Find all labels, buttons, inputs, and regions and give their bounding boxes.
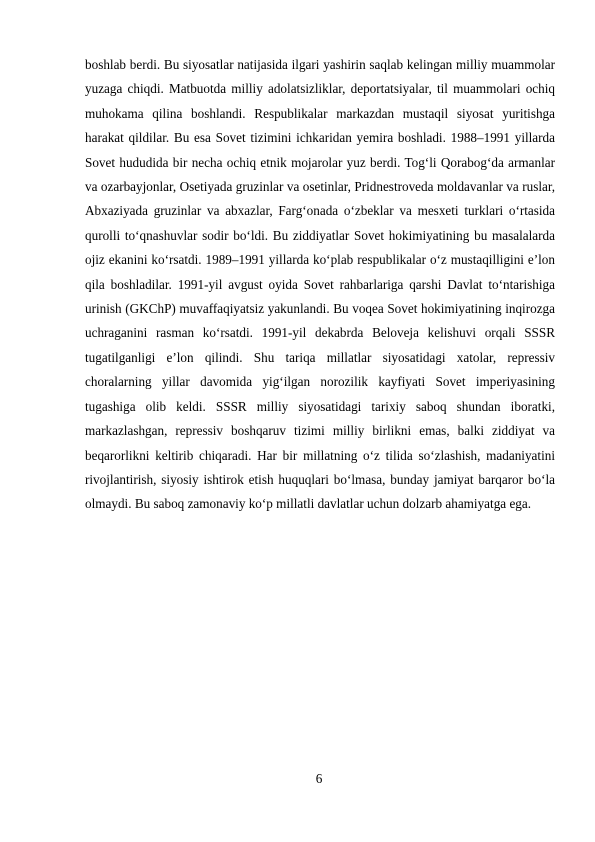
paragraph-2: 1988–1991 yillarda Sovet hududida bir necha ochiq etnik mojarolar yuz berdi. Tog‘li Qorabog‘da armanlar va ozarbayjonlar, Osetiyada gruzinlar va osetinlar, Pridnestroveda moldavanlar va ruslar, Abxaziyada gruzinlar va abxazlar, Farg‘onada o‘zbeklar va mesxeti turklari o‘rtasida qurolli to‘qnashuvlar sodir bo‘ldi. Bu ziddiyatlar Sovet hokimiyatining bu masalalarda ojiz ekanini ko‘rsatdi. 1989–1991 yillarda ko‘plab respublikalar o‘z mustaqilligini e’lon qila boshladilar. 1991-yil avgust oyida Sovet rahbarlariga qarshi Davlat to‘ntarishiga urinish (GKChP) muvaffaqiyatsiz yakunlandi. Bu voqea Sovet hokimiyatining inqirozga uchraganini rasman ko‘rsatdi. 1991-yil dekabrda Beloveja kelishuvi orqali SSSR tugatilganligi e’lon qilindi. Shu tariqa millatlar siyosatidagi xatolar, repressiv choralarning yillar davomida yig‘ilgan norozilik kayfiyati Sovet imperiyasining tugashiga olib keldi. xyxy=(85,130,555,414)
body-text xyxy=(85,53,555,517)
paragraph-3: SSSR milliy siyosatidagi tarixiy saboq shundan iboratki, markazlashgan, repressiv boshqaruv tizimi milliy birlikni emas, balki ziddiyat va beqarorlikni keltirib chiqaradi. Har bir millatning o‘z tilida so‘zlashish, madaniyatini rivojlantirish, siyosiy ishtirok etish huquqlari bo‘lmasa, bunday jamiyat barqaror bo‘la olmaydi. Bu saboq zamonaviy ko‘p millatli davlatlar uchun dolzarb ahamiyatga ega. xyxy=(85,398,555,512)
paragraph-1: boshlab berdi. Bu siyosatlar natijasida ilgari yashirin saqlab kelingan milliy muammolar yuzaga chiqdi. Matbuotda milliy adolatsizliklar, deportatsiyalar, til muammolari ochiq muhokama qilina boshlandi. Respublikalar markazdan mustaqil siyosat yuritishga harakat qildilar. Bu esa Sovet tizimini ichkaridan yemira boshladi. xyxy=(85,57,555,146)
page-number: 6 xyxy=(315,771,323,786)
